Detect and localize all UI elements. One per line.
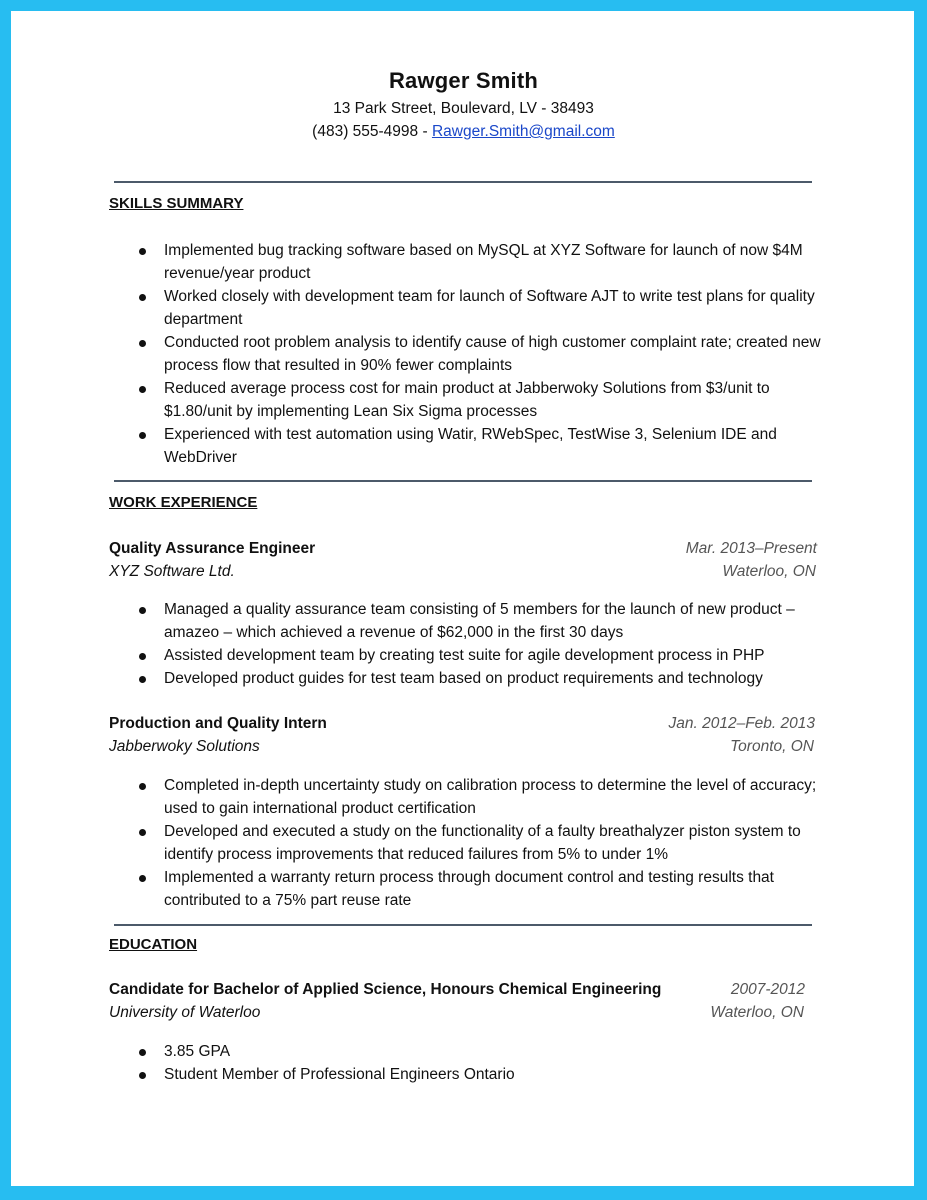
job-dates: Jan. 2012–Feb. 2013 (668, 715, 815, 732)
education-location: Waterloo, ON (710, 1004, 804, 1021)
phone: (483) 555-4998 (312, 123, 419, 140)
section-title-work: WORK EXPERIENCE (109, 494, 258, 511)
list-item: Worked closely with development team for launch of Software AJT to write test plans for quality department (136, 285, 841, 331)
divider (114, 924, 812, 926)
job-dates: Mar. 2013–Present (685, 540, 817, 557)
candidate-name: Rawger Smith (388, 68, 539, 93)
list-item: Conducted root problem analysis to identify cause of high customer complaint rate; created new process flow that resulted in 90% fewer complaints (136, 331, 841, 377)
divider (114, 181, 812, 183)
education-dates: 2007-2012 (730, 981, 805, 998)
job-location: Waterloo, ON (722, 563, 816, 580)
school: University of Waterloo (109, 1004, 261, 1021)
education-bullets (136, 1040, 841, 1086)
separator: - (418, 123, 432, 140)
job-title: Production and Quality Intern (109, 715, 327, 732)
section-title-skills: SKILLS SUMMARY (109, 195, 244, 212)
section-title-education: EDUCATION (109, 936, 198, 953)
list-item: Managed a quality assurance team consisting of 5 members for the launch of new product – amazeo – which achieved a revenue of $62,000 in the first 30 days (136, 598, 841, 644)
job-org: Jabberwoky Solutions (109, 738, 260, 755)
list-item: Completed in-depth uncertainty study on calibration process to determine the level of accuracy; used to gain international product certification (136, 774, 841, 820)
list-item: Reduced average process cost for main product at Jabberwoky Solutions from $3/unit to $1.80/unit by implementing Lean Six Sigma processes (136, 377, 841, 423)
list-item: Assisted development team by creating test suite for agile development process in PHP (136, 644, 841, 667)
list-item: Implemented bug tracking software based on MySQL at XYZ Software for launch of now $4M revenue/year product (136, 239, 841, 285)
job-location: Toronto, ON (730, 738, 814, 755)
list-item: Developed and executed a study on the functionality of a faulty breathalyzer piston system to identify process improvements that reduced failures from 5% to under 1% (136, 820, 841, 866)
list-item: Implemented a warranty return process through document control and testing results that contributed to a 75% part reuse rate (136, 866, 841, 912)
contact-line (0, 123, 927, 141)
job-bullets (136, 598, 841, 690)
address: 13 Park Street, Boulevard, LV - 38493 (333, 100, 594, 117)
degree: Candidate for Bachelor of Applied Science, Honours Chemical Engineering (109, 981, 662, 998)
job-title: Quality Assurance Engineer (109, 540, 316, 557)
list-item: Student Member of Professional Engineers Ontario (136, 1063, 841, 1086)
job-bullets (136, 774, 841, 912)
list-item: 3.85 GPA (136, 1040, 841, 1063)
skills-list (136, 239, 841, 469)
list-item: Developed product guides for test team based on product requirements and technology (136, 667, 841, 690)
list-item: Experienced with test automation using Watir, RWebSpec, TestWise 3, Selenium IDE and WebDriver (136, 423, 841, 469)
email-link[interactable]: Rawger.Smith@gmail.com (431, 123, 615, 140)
job-org: XYZ Software Ltd. (109, 563, 235, 580)
divider (114, 480, 812, 482)
